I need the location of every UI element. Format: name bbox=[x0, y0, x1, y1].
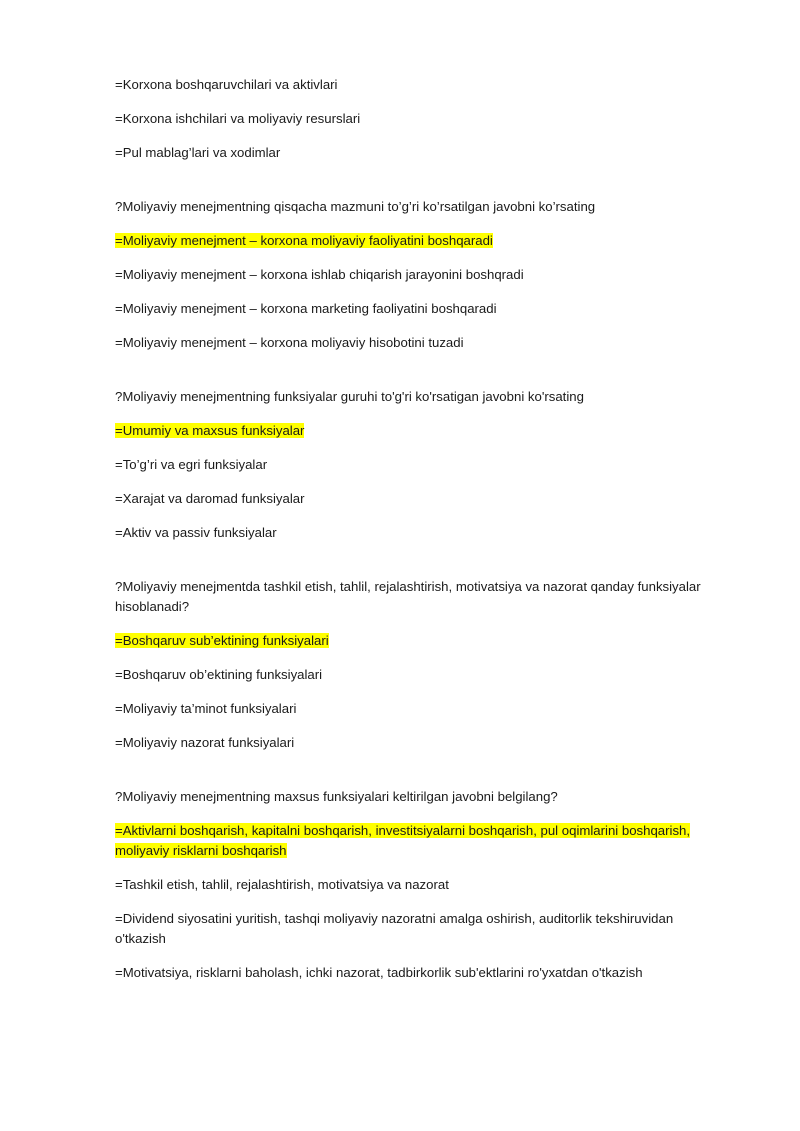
line-text: ?Moliyaviy menejmentning funksiyalar guruhi to'g'ri ko'rsatigan javobni ko'rsating bbox=[115, 389, 584, 404]
line-text: =Moliyaviy menejment – korxona marketing faoliyatini boshqaradi bbox=[115, 301, 497, 316]
line-text: ?Moliyaviy menejmentning maxsus funksiyalari keltirilgan javobni belgilang? bbox=[115, 789, 558, 804]
answer-line bbox=[115, 299, 725, 319]
line-text: =Korxona boshqaruvchilari va aktivlari bbox=[115, 77, 338, 92]
line-text: =Korxona ishchilari va moliyaviy resurslari bbox=[115, 111, 361, 126]
answer-line bbox=[115, 455, 725, 475]
section-gap bbox=[115, 767, 725, 787]
line-text: =Boshqaruv sub’ektining funksiyalari bbox=[115, 633, 329, 648]
answer-line bbox=[115, 109, 725, 129]
correct-answer-line bbox=[115, 631, 725, 651]
line-text: =Boshqaruv ob’ektining funksiyalari bbox=[115, 667, 323, 682]
question-line bbox=[115, 197, 725, 217]
question-line bbox=[115, 577, 725, 617]
answer-line bbox=[115, 333, 725, 353]
line-text: =Xarajat va daromad funksiyalar bbox=[115, 491, 305, 506]
line-text: =Moliyaviy ta’minot funksiyalari bbox=[115, 701, 297, 716]
line-text: =Moliyaviy nazorat funksiyalari bbox=[115, 735, 295, 750]
line-text: =Aktivlarni boshqarish, kapitalni boshqarish, investitsiyalarni boshqarish, pul oqimlarini boshqarish, moliyaviy risklarni boshqarish bbox=[115, 823, 691, 858]
correct-answer-line bbox=[115, 421, 725, 441]
answer-line bbox=[115, 733, 725, 753]
line-text: =Aktiv va passiv funksiyalar bbox=[115, 525, 277, 540]
line-text: =Moliyaviy menejment – korxona moliyaviy faoliyatini boshqaradi bbox=[115, 233, 493, 248]
line-text: =To’g’ri va egri funksiyalar bbox=[115, 457, 268, 472]
line-text: =Dividend siyosatini yuritish, tashqi moliyaviy nazoratni amalga oshirish, auditorlik tekshiruvidan o'tkazish bbox=[115, 911, 674, 946]
section-gap bbox=[115, 177, 725, 197]
section-gap bbox=[115, 367, 725, 387]
question-line bbox=[115, 387, 725, 407]
line-text: =Motivatsiya, risklarni baholash, ichki nazorat, tadbirkorlik sub'ektlarini ro'yxatdan o'tkazish bbox=[115, 965, 643, 980]
answer-line bbox=[115, 909, 725, 949]
answer-line bbox=[115, 143, 725, 163]
answer-line bbox=[115, 265, 725, 285]
line-text: =Pul mablag’lari va xodimlar bbox=[115, 145, 281, 160]
correct-answer-line bbox=[115, 821, 725, 861]
line-text: =Moliyaviy menejment – korxona ishlab chiqarish jarayonini boshqradi bbox=[115, 267, 524, 282]
line-text: =Moliyaviy menejment – korxona moliyaviy hisobotini tuzadi bbox=[115, 335, 464, 350]
answer-line bbox=[115, 963, 725, 983]
answer-line bbox=[115, 489, 725, 509]
line-text: =Umumiy va maxsus funksiyalar bbox=[115, 423, 305, 438]
correct-answer-line bbox=[115, 231, 725, 251]
line-text: =Tashkil etish, tahlil, rejalashtirish, motivatsiya va nazorat bbox=[115, 877, 449, 892]
answer-line bbox=[115, 523, 725, 543]
answer-line bbox=[115, 665, 725, 685]
answer-line bbox=[115, 699, 725, 719]
document-body bbox=[115, 75, 725, 997]
answer-line bbox=[115, 875, 725, 895]
question-line bbox=[115, 787, 725, 807]
line-text: ?Moliyaviy menejmentda tashkil etish, tahlil, rejalashtirish, motivatsiya va nazorat qanday funksiyalar hisoblanadi? bbox=[115, 579, 701, 614]
section-gap bbox=[115, 557, 725, 577]
answer-line bbox=[115, 75, 725, 95]
line-text: ?Moliyaviy menejmentning qisqacha mazmuni to’g’ri ko’rsatilgan javobni ko’rsating bbox=[115, 199, 596, 214]
